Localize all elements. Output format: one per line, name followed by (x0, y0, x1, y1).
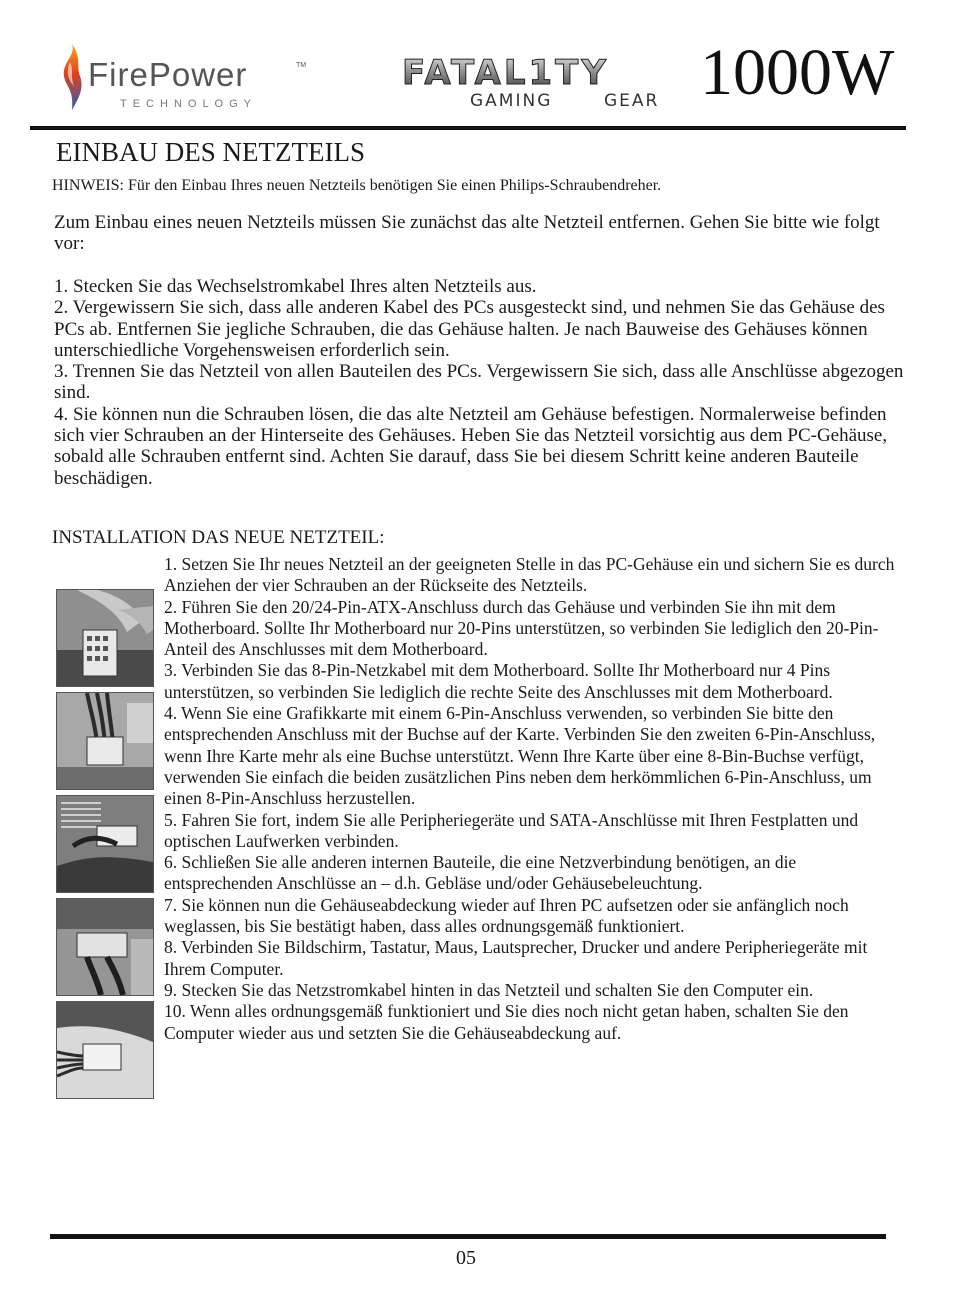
header-divider (30, 126, 906, 130)
installation-step: 5. Fahren Sie fort, indem Sie alle Peripheriegeräte und SATA-Anschlüsse mit Ihren Festplatten und optischen Laufwerken verbinden. (164, 809, 859, 851)
removal-steps-list (54, 276, 904, 489)
installation-step: 10. Wenn alles ordnungsgemäß funktioniert und Sie dies noch nicht getan haben, schalten Sie den Computer wieder aus und setzten Sie die Gehäuseabdeckung auf. (164, 1001, 849, 1043)
fatal1ty-logo-gear: GEAR (604, 91, 660, 110)
removal-step: 2. Vergewissern Sie sich, dass alle anderen Kabel des PCs ausgesteckt sind, und nehmen Sie das Gehäuse des PCs ab. Entfernen Sie jegliche Schrauben, die das Gehäuse halten. Je nach Bauweise des Gehäuses können unterschiedliche Vorgehensweisen erforderlich sein. (54, 297, 885, 361)
wattage-title: 1000W (700, 36, 895, 109)
section-title-installation: INSTALLATION DAS NEUE NETZTEIL: (52, 527, 385, 548)
page-number: 05 (456, 1247, 476, 1269)
pcie-connector-photo (56, 795, 154, 893)
installation-step: 9. Stecken Sie das Netzstromkabel hinten in das Netzteil und schalten Sie den Computer ein. (164, 979, 814, 1000)
firepower-flame-logo-icon (58, 44, 86, 110)
removal-step: 4. Sie können nun die Schrauben lösen, die das alte Netzteil am Gehäuse befestigen. Normalerweise befinden sich vier Schrauben an der Hinterseite des Gehäuses. Heben Sie das Netzteil vorsichtig aus dem PC-Gehäuse, sobald alle Schrauben entfernt sind. Achten Sie darauf, dass Sie bei diesem Schritt keine anderen Bauteile beschädigen. (54, 403, 888, 489)
sata-connector-photo (56, 898, 154, 996)
8-pin-connector-photo (56, 692, 154, 790)
screwdriver-note: HINWEIS: Für den Einbau Ihres neuen Netzteils benötigen Sie einen Philips-Schraubendreher. (52, 177, 662, 194)
installation-photos (56, 589, 154, 1104)
installation-step: 3. Verbinden Sie das 8-Pin-Netzkabel mit dem Motherboard. Sollte Ihr Motherboard nur 4 Pins unterstützen, so verbinden Sie lediglich die rechte Seite des Anschlusses mit dem Motherboard. (164, 660, 833, 702)
installation-step: 8. Verbinden Sie Bildschirm, Tastatur, Maus, Lautsprecher, Drucker und andere Peripheriegeräte mit Ihrem Computer. (164, 937, 868, 979)
installation-steps-list (164, 554, 909, 1044)
removal-step: 3. Trennen Sie das Netzteil von allen Bauteilen des PCs. Vergewissern Sie sich, dass alle Anschlüsse abgezogen sind. (54, 361, 904, 404)
installation-step: 2. Führen Sie den 20/24-Pin-ATX-Anschluss durch das Gehäuse und verbinden Sie ihn mit dem Motherboard. Sollte Ihr Motherboard nur 20-Pins unterstützen, so verbinden Sie lediglich den 20-Pin-Anteil des Anschlusses mit dem Motherboard. (164, 596, 879, 660)
fatal1ty-logo-top: FATAL1TY (402, 53, 609, 93)
installation-step: 1. Setzen Sie Ihr neues Netzteil an der geeigneten Stelle in das PC-Gehäuse ein und sichern Sie es durch Anziehen der vier Schrauben an der Rückseite des Netzteils. (164, 554, 895, 596)
brand-name: FirePower (88, 56, 248, 93)
section-title-removal: EINBAU DES NETZTEILS (56, 137, 365, 167)
brand-subtitle: TECHNOLOGY (120, 98, 258, 110)
brand-trademark: TM (296, 62, 307, 69)
installation-step: 7. Sie können nun die Gehäuseabdeckung wieder auf Ihren PC aufsetzen oder sie anfänglich noch weglassen, bis Sie bestätigt haben, dass alles ordnungsgemäß funktioniert. (164, 894, 849, 937)
molex-connector-photo (56, 1001, 154, 1099)
fatal1ty-logo-gaming: GAMING (470, 91, 553, 110)
installation-step: 4. Wenn Sie eine Grafikkarte mit einem 6-Pin-Anschluss verwenden, so verbinden Sie bitte den entsprechenden Anschluss mit der Buchse auf der Karte. Verbinden Sie den zweiten 6-Pin-Anschluss, wenn Ihre Karte mehr als eine Buchse unterstützt. Wenn Ihre Karte über eine 8-Bin-Buchse verfügt, verwenden Sie einfach die beiden zusätzlichen Pins neben dem herkömmlichen 6-Pin-Anschluss, um einen 8-Pin-Anschluss herzustellen. (164, 703, 876, 809)
atx-connector-photo (56, 589, 154, 687)
removal-step: 1. Stecken Sie das Wechselstromkabel Ihres alten Netzteils aus. (54, 276, 537, 297)
removal-intro-text: Zum Einbau eines neuen Netzteils müssen Sie zunächst das alte Netzteil entfernen. Gehen Sie bitte wie folgt vor: (54, 212, 880, 255)
footer-divider (50, 1234, 886, 1239)
removal-intro (54, 212, 904, 255)
installation-step: 6. Schließen Sie alle anderen internen Bauteile, die eine Netzverbindung benötigen, an die entsprechenden Anschlüsse an – d.h. Gebläse und/oder Gehäusebeleuchtung. (164, 852, 797, 894)
fatal1ty-logo (400, 52, 692, 110)
